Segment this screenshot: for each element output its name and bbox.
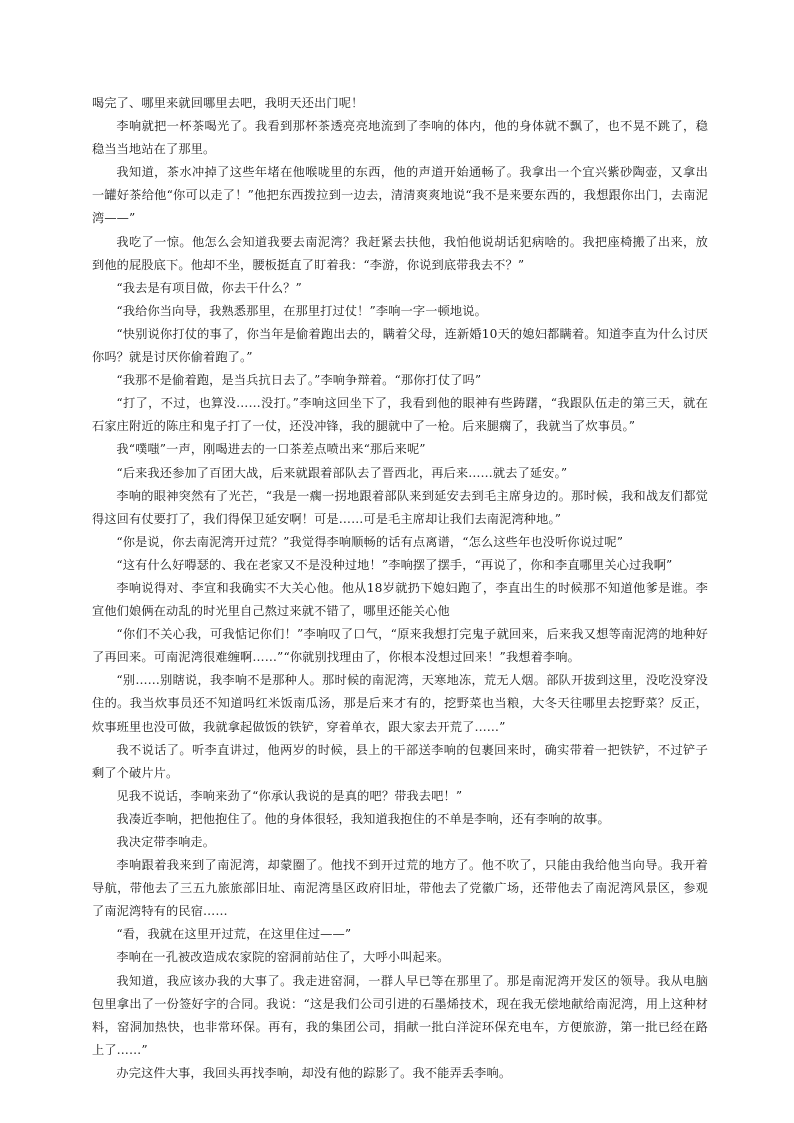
paragraph: “我那不是偷着跑，是当兵抗日去了。”李响争辩着。“那你打仗了吗” <box>116 373 482 388</box>
paragraph: “你是说，你去南泥湾开过荒？”我觉得李响顺畅的话有点离谱，“怎么这些年也没听你说过呢” <box>116 534 624 549</box>
paragraph: “你们不关心我，可我惦记你们！”李响叹了口气，“原来我想打完鬼子就回来，后来我又想等南泥湾的地种好了再回来。可南泥湾很难缠啊……”“你就别找理由了，你根本没想过回来！”我想着李响。 <box>92 627 708 665</box>
paragraph: 李响跟着我来到了南泥湾，却蒙圈了。他找不到开过荒的地方了。他不吹了，只能由我给他当向导。我开着导航，带他去了三五九旅旅部旧址、南泥湾垦区政府旧址，带他去了党徽广场，还带他去了南泥湾风景区，参观了南泥湾特有的民宿…… <box>92 858 708 919</box>
paragraph: “后来我还参加了百团大战，后来就跟着部队去了晋西北，再后来……就去了延安。” <box>116 465 568 480</box>
paragraph: “别……别瞎说，我李响不是那种人。那时候的南泥湾，天寒地冻，荒无人烟。部队开拔到这里，没吃没穿没住的。我当炊事员还不知道吗红米饭南瓜汤，那是后来才有的，挖野菜也当粮，大冬天往哪里去挖野菜？反正，炊事班里也没可做，我就拿起做饭的铁铲，穿着单衣，跟大家去开荒了……” <box>92 673 708 734</box>
paragraph: 我不说话了。听李直讲过，他两岁的时候，县上的干部送李响的包裹回来时，确实带着一把铁铲，不过铲子剩了个破片片。 <box>92 742 708 780</box>
paragraph: 我凑近李响，把他抱住了。他的身体很轻，我知道我抱住的不单是李响，还有李响的故事。 <box>116 811 610 826</box>
paragraph: “这有什么好嘚瑟的、我在老家又不是没种过地！”李响摆了摆手，“再说了，你和李直哪里关心过我啊” <box>116 557 673 572</box>
paragraph: “快别说你打仗的事了，你当年是偷着跑出去的，瞒着父母，连新婚10天的媳妇都瞒着。知道李直为什么讨厌你吗？就是讨厌你偷着跑了。” <box>92 326 708 365</box>
paragraph: “打了，不过，也算没……没打。”李响这回坐下了，我看到他的眼神有些踌躇，“我跟队伍走的第三天，就在石家庄附近的陈庄和鬼子打了一仗，还没冲锋，我的腿就中了一枪。后来腿瘸了，我就当了炊事员。” <box>92 396 708 434</box>
paragraph: 李响说得对、李宣和我确实不大关心他。他从18岁就扔下媳妇跑了，李直出生的时候那不知道他爹是谁。李宣他们娘俩在动乱的时光里自己熬过来就不错了，哪里还能关心他 <box>92 580 708 619</box>
paragraph: “看，我就在这里开过荒，在这里住过——” <box>116 927 352 942</box>
paragraph: 见我不说话，李响来劲了“你承认我说的是真的吧？带我去吧！” <box>116 788 463 803</box>
paragraph: “我去是有项目做，你去干什么？” <box>116 280 302 295</box>
paragraph: “我给你当向导，我熟悉那里，在那里打过仗！”李响一字一顿地说。 <box>116 303 487 318</box>
paragraph: 我吃了一惊。他怎么会知道我要去南泥湾？我赶紧去扶他，我怕他说胡话犯病啥的。我把座椅搬了出来，放到他的屁股底下。他却不坐，腰板挺直了盯着我：“李游，你说到底带我去不？” <box>92 234 708 272</box>
paragraph: 喝完了、哪里来就回哪里去吧，我明天还出门呢！ <box>92 96 364 110</box>
paragraph: 李响就把一杯茶喝光了。我看到那杯茶透亮亮地流到了李响的体内，他的身体就不飘了，也不晃不跳了，稳稳当当地站在了那里。 <box>92 119 708 157</box>
paragraph: 我决定带李响走。 <box>116 835 216 849</box>
paragraph: 我知道，茶水冲掉了这些年堵在他喉咙里的东西，他的声道开始通畅了。我拿出一个宜兴紫砂陶壶，又拿出一罐好茶给他“你可以走了！”他把东西拨拉到一边去，清清爽爽地说“我不是来要东西的，我想跟你出门，去南泥湾——” <box>92 165 708 226</box>
story-body <box>92 92 708 1085</box>
paragraph: 我“噗嗤”一声，刚喝进去的一口茶差点喷出来“那后来呢” <box>116 442 426 457</box>
paragraph: 我知道，我应该办我的大事了。我走进窑洞，一群人早已等在那里了。那是南泥湾开发区的领导。我从电脑包里拿出了一份签好字的合同。我说：“这是我们公司引进的石墨烯技术，现在我无偿地献给南泥湾，用上这种材料，窑洞加热快，也非常环保。再有，我的集团公司，捐献一批白洋淀环保充电车，方便旅游，第一批已经在路上了……” <box>92 973 708 1057</box>
paragraph: 办完这件大事，我回头再找李响，却没有他的踪影了。我不能弄丢李响。 <box>116 1065 512 1080</box>
paragraph: 李响的眼神突然有了光芒，“我是一瘸一拐地跟着部队来到延安去到毛主席身边的。那时候，我和战友们都觉得这回有仗要打了，我们得保卫延安啊！可是……可是毛主席却让我们去南泥湾种地。” <box>92 488 708 526</box>
paragraph: 李响在一孔被改造成农家院的窑洞前站住了，大呼小叫起来。 <box>116 950 450 965</box>
